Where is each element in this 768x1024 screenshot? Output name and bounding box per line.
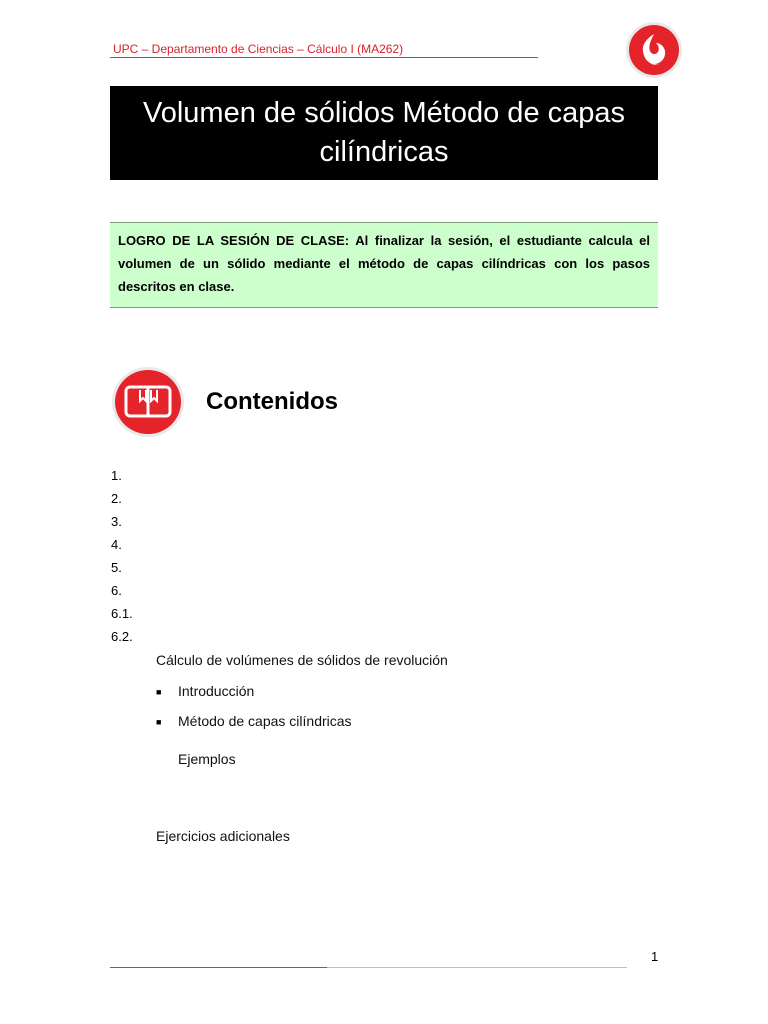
toc-entry: Ejercicios adicionales <box>156 828 290 844</box>
toc-number: 6. <box>111 583 122 598</box>
upc-logo-icon <box>626 22 682 78</box>
toc-entry: Introducción <box>178 683 255 699</box>
bullet-icon: ■ <box>156 687 162 697</box>
session-goal-box <box>110 222 658 308</box>
toc-number: 6.2. <box>111 629 133 644</box>
session-goal-label: LOGRO DE LA SESIÓN DE CLASE: <box>118 233 350 248</box>
contents-title: Contenidos <box>206 388 338 415</box>
toc-entry: Cálculo de volúmenes de sólidos de revolución <box>156 652 448 668</box>
toc-entry: Ejemplos <box>178 751 236 767</box>
footer-rule <box>110 967 327 968</box>
toc-number: 1. <box>111 468 122 483</box>
toc-entry: Método de capas cilíndricas <box>178 713 352 729</box>
page-number: 1 <box>651 949 659 964</box>
header-text: UPC – Departamento de Ciencias – Cálculo I (MA262) <box>113 42 404 56</box>
toc-number: 6.1. <box>111 606 133 621</box>
page-title: Volumen de sólidos Método de capas cilíndricas <box>110 86 658 180</box>
toc-number: 2. <box>111 491 122 506</box>
toc-number: 5. <box>111 560 122 575</box>
header-rule <box>110 57 538 58</box>
toc-number: 3. <box>111 514 122 529</box>
book-icon <box>111 366 185 438</box>
bullet-icon: ■ <box>156 717 162 727</box>
toc-number: 4. <box>111 537 122 552</box>
footer-rule <box>327 967 627 968</box>
session-goal-text: Al finalizar la sesión, el estudiante calcula el volumen de un sólido mediante el método de capas cilíndricas con los pasos descritos en clase. <box>118 233 650 294</box>
